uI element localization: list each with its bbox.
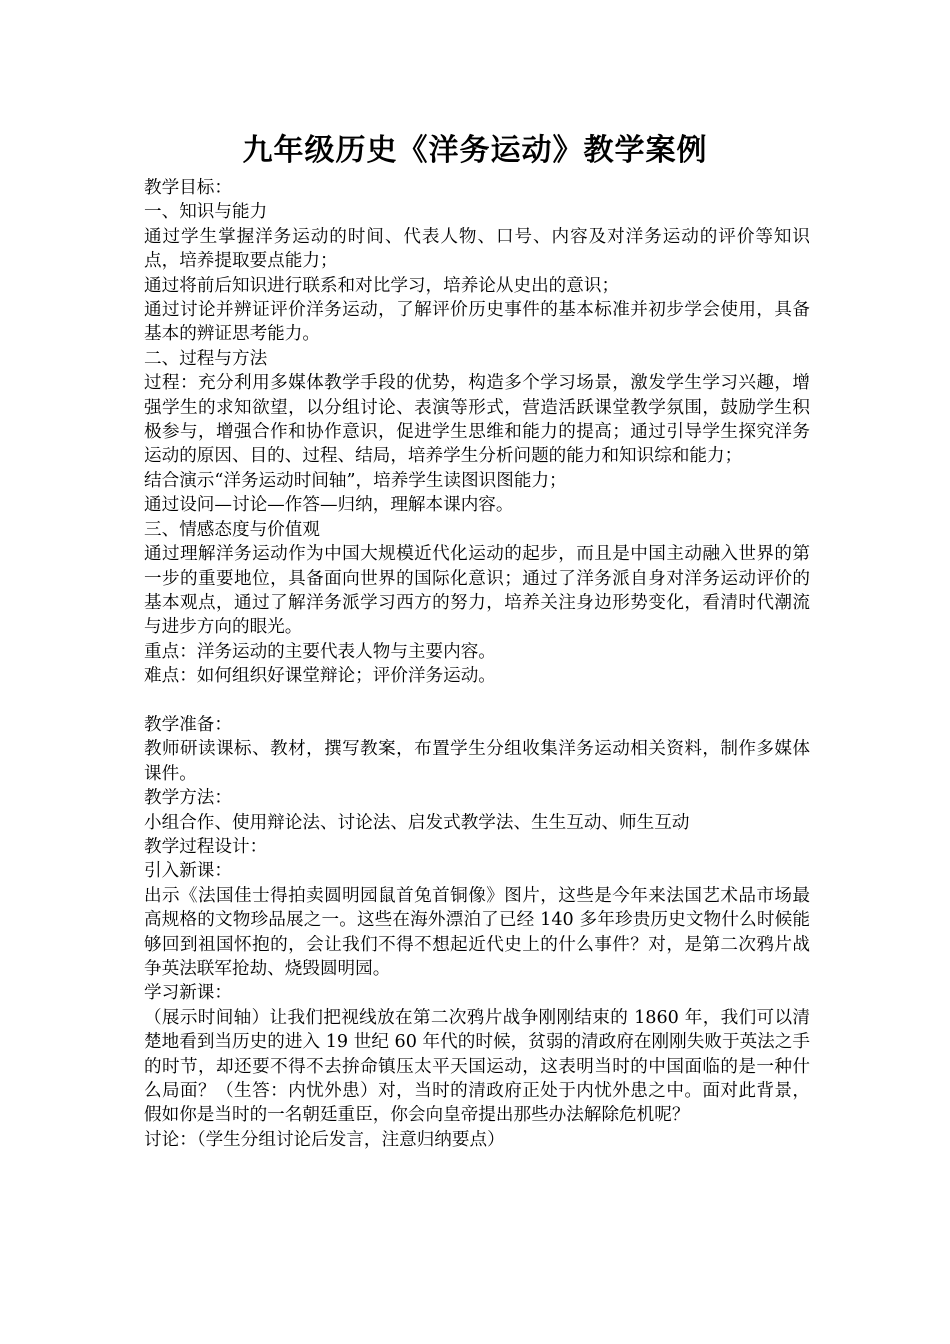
paragraph-key-point: 重点：洋务运动的主要代表人物与主要内容。 — [144, 641, 496, 662]
blank-line — [144, 689, 810, 713]
paragraph-knowledge-3: 通过讨论并辨证评价洋务运动，了解评价历史事件的基本标准并初步学会使用，具备基本的辨证思考能力。 — [144, 300, 810, 345]
heading-process-method: 二、过程与方法 — [144, 348, 268, 369]
heading-lesson-intro: 引入新课： — [144, 861, 232, 882]
paragraph-emotion: 通过理解洋务运动作为中国大规模近代化运动的起步，而且是中国主动融入世界的第一步的重要地位，具备面向世界的国际化意识；通过了洋务派自身对洋务运动评价的基本观点，通过了解洋务派学习西方的努力，培养关注身边形势变化，看清时代潮流与进步方向的眼光。 — [144, 544, 810, 638]
paragraph-knowledge-2: 通过将前后知识进行联系和对比学习，培养论从史出的意识； — [144, 275, 620, 296]
heading-teaching-methods: 教学方法： — [144, 788, 232, 809]
heading-process-design: 教学过程设计： — [144, 836, 268, 857]
paragraph-process-2: 结合演示“洋务运动时间轴”，培养学生读图识图能力； — [144, 470, 567, 491]
paragraph-new-lesson: （展示时间轴）让我们把视线放在第二次鸦片战争刚刚结束的 1860 年，我们可以清楚地看到当历史的进入 19 世纪 60 年代的时候，贫弱的清政府在刚刚失败于英法之手的时节，却还要不得不去拚命镇压太平天国运动，这表明当时的中国面临的是一种什么局面？（生答：内忧外患）对，当时的清政府正处于内忧外患之中。面对此背景，假如你是当时的一名朝廷重臣，你会向皇帝提出那些办法解除危机呢？ — [144, 1007, 810, 1126]
paragraph-preparation: 教师研读课标、教材，撰写教案，布置学生分组收集洋务运动相关资料，制作多媒体课件。 — [144, 739, 810, 784]
document-title: 九年级历史《洋务运动》教学案例 — [242, 133, 708, 168]
paragraph-methods: 小组合作、使用辩论法、讨论法、启发式教学法、生生互动、师生互动 — [144, 812, 690, 833]
paragraph-discussion: 讨论：（学生分组讨论后发言，注意归纳要点） — [144, 1129, 505, 1150]
paragraph-knowledge-1: 通过学生掌握洋务运动的时间、代表人物、口号、内容及对洋务运动的评价等知识点，培养提取要点能力； — [144, 226, 810, 272]
heading-knowledge-ability: 一、知识与能力 — [144, 202, 268, 223]
paragraph-difficult-point: 难点：如何组织好课堂辩论；评价洋务运动。 — [144, 666, 496, 687]
paragraph-process-1: 过程：充分利用多媒体教学手段的优势，构造多个学习场景，激发学生学习兴趣，增强学生的求知欲望，以分组讨论、表演等形式，营造活跃课堂教学氛围，鼓励学生积极参与，增强合作和协作意识，促进学生思维和能力的提高；通过引导学生探究洋务运动的原因、目的、过程、结局，培养学生分析问题的能力和知识综和能力； — [144, 373, 810, 467]
heading-emotion-values: 三、情感态度与价值观 — [144, 519, 320, 540]
heading-teaching-preparation: 教学准备： — [144, 714, 232, 735]
heading-teaching-objectives: 教学目标： — [144, 178, 232, 198]
heading-new-lesson: 学习新课： — [144, 983, 232, 1004]
paragraph-process-3: 通过设问—讨论—作答—归纳，理解本课内容。 — [144, 495, 514, 516]
paragraph-lesson-intro: 出示《法国佳士得拍卖圆明园鼠首兔首铜像》图片，这些是今年来法国艺术品市场最高规格的文物珍品展之一。这些在海外漂泊了已经 140 多年珍贵历史文物什么时候能够回到祖国怀抱的，会让我们不得不想起近代史上的什么事件？对，是第二次鸦片战争英法联军抢劫、烧毁圆明园。 — [144, 885, 810, 979]
document-body — [144, 176, 810, 1152]
